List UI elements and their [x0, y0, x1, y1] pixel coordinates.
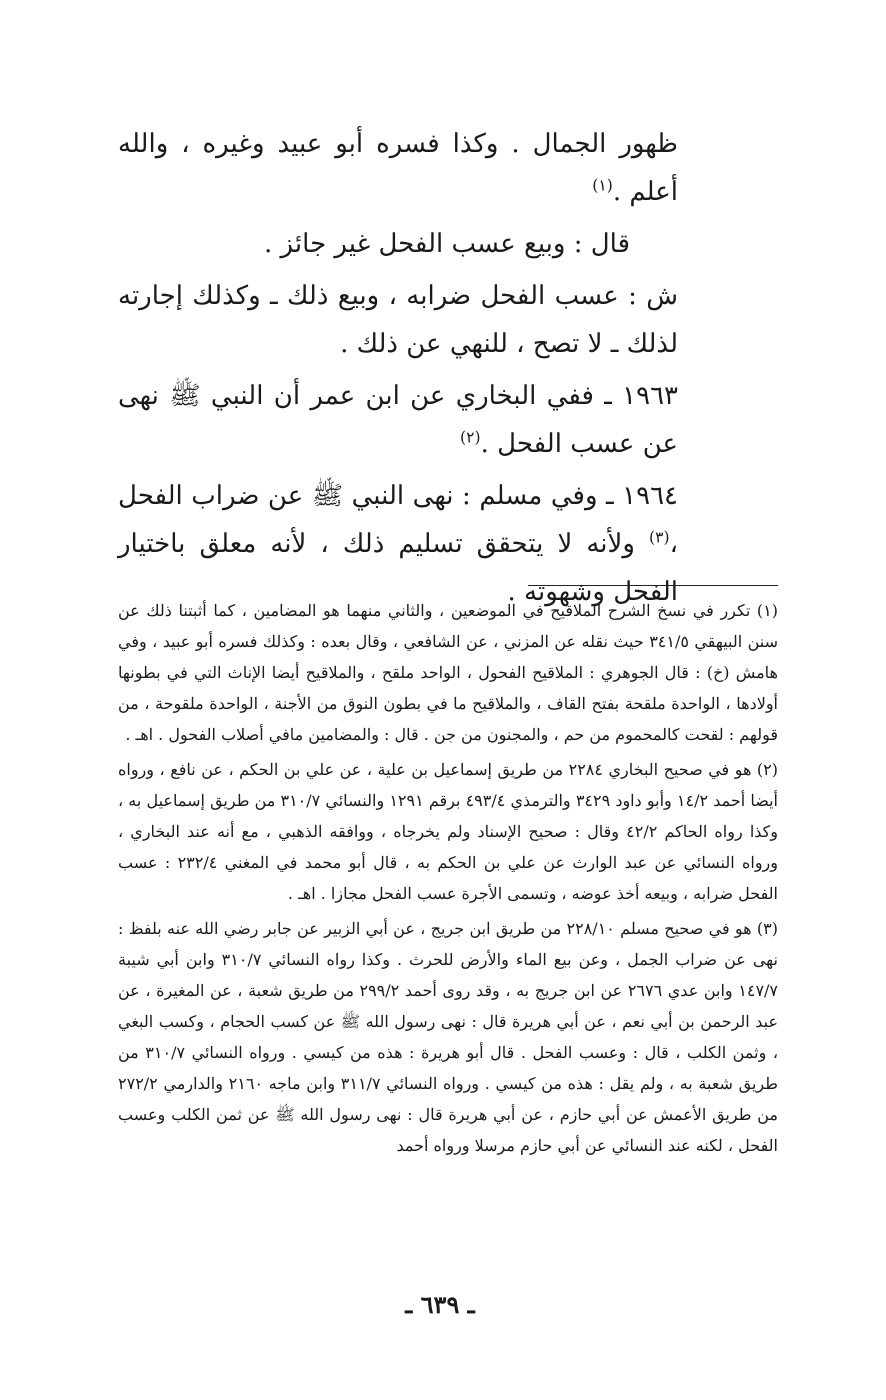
paragraph-4-text: ١٩٦٣ ـ ففي البخاري عن ابن عمر أن النبي ﷺ نهى عن عسب الفحل .: [118, 381, 678, 459]
footnote-3: (٣) هو في صحيح مسلم ٢٢٨/١٠ من طريق ابن جريج ، عن أبي الزبير عن جابر رضي الله عنه بلفظ : نهى عن ضراب الجمل ، وعن بيع الماء والأرض للحرث . وكذا رواه النسائي ٣١٠/٧ وابن أبي شيبة ١٤٧/٧ وابن عدي ٢٦٧٦ عن ابن جريج به ، وقد روى أحمد ٢٩٩/٢ من طريق شعبة ، عن المغيرة ، عن عبد الرحمن بن أبي نعم ، عن أبي هريرة قال : نهى رسول الله ﷺ عن كسب الحجام ، وكسب البغي ، وثمن الكلب ، قال : وعسب الفحل . قال أبو هريرة : هذه من كيسي . ورواه النسائي ٣١٠/٧ من طريق شعبة به ، ولم يقل : هذه من كيسي . ورواه النسائي ٣١١/٧ وابن ماجه ٢١٦٠ والدارمي ٢٧٢/٢ من طريق الأعمش عن أبي حازم ، عن أبي هريرة قال : نهى رسول الله ﷺ عن ثمن الكلب وعسب الفحل ، لكنه عند النسائي عن أبي حازم مرسلا ورواه أحمد: [118, 919, 779, 1155]
paragraph-hadith-1963: [118, 372, 678, 468]
footnote-1: (١) تكرر في نسخ الشرح الملاقيح في الموضعين ، والثاني منهما هو المضامين ، كما أثبتنا ذلك عن سنن البيهقي ٣٤١/٥ حيث نقله عن المزني ، عن الشافعي ، وقال بعده : وكذلك فسره أبو عبيد ، وفي هامش (خ) : قال الجوهري : الملاقيح الفحول ، الواحد ملقح ، والملاقيح أيضا الإناث التي في بطونها أولادها ، الواحدة ملقحة بفتح القاف ، والملاقيح ما في بطون النوق من الأجنة ، الواحدة ملقوحة ، من قولهم : لقحت كالمحموم من حم ، والمجنون من جن . قال : والمضامين مافي أصلاب الفحول . اهـ .: [118, 601, 779, 744]
paragraph-5-text-b: ولأنه لا يتحقق تسليم ذلك ، لأنه معلق باختيار الفحل وشهوته .: [118, 529, 678, 607]
footnotes: [118, 595, 778, 1165]
paragraph-2-text: قال : وبيع عسب الفحل غير جائز .: [264, 229, 630, 259]
paragraph-1: [118, 120, 678, 216]
paragraph-1-text: ظهور الجمال . وكذا فسره أبو عبيد وغيره ، والله أعلم .: [118, 129, 678, 207]
paragraph-2: [118, 220, 678, 268]
footnote-2: (٢) هو في صحيح البخاري ٢٢٨٤ من طريق إسماعيل بن علية ، عن علي بن الحكم ، عن نافع ، ورواه أيضا أحمد ١٤/٢ وأبو داود ٣٤٢٩ والترمذي ٤٩٣/٤ برقم ١٢٩١ والنسائي ٣١٠/٧ من طريق إسماعيل به ، وكذا رواه الحاكم ٤٢/٢ وقال : صحيح الإسناد ولم يخرجاه ، ووافقه الذهبي ، مع أنه عند البخاري ، ورواه النسائي عن عبد الوارث عن علي بن الحكم به ، قال أبو محمد في المغني ٢٣٢/٤ : عسب الفحل ضرابه ، وبيعه أخذ عوضه ، وتسمى الأجرة عسب الفحل مجازا . اهـ .: [118, 760, 779, 903]
paragraph-5-text-a: ١٩٦٤ ـ وفي مسلم : نهى النبي ﷺ عن ضراب الفحل ،: [118, 481, 678, 559]
footnote-separator: [528, 585, 778, 586]
paragraph-3: [118, 272, 678, 368]
footnote-ref-3: (٣): [649, 528, 670, 547]
footnote-ref-1: (١): [592, 176, 613, 195]
paragraph-3-text: ش : عسب الفحل ضرابه ، وبيع ذلك ـ وكذلك إجارته لذلك ـ لا تصح ، للنهي عن ذلك .: [118, 281, 678, 359]
footnote-ref-2: (٢): [460, 428, 481, 447]
main-text: [118, 120, 678, 616]
page-number: ـ ٦٣٩ ـ: [405, 1290, 475, 1319]
